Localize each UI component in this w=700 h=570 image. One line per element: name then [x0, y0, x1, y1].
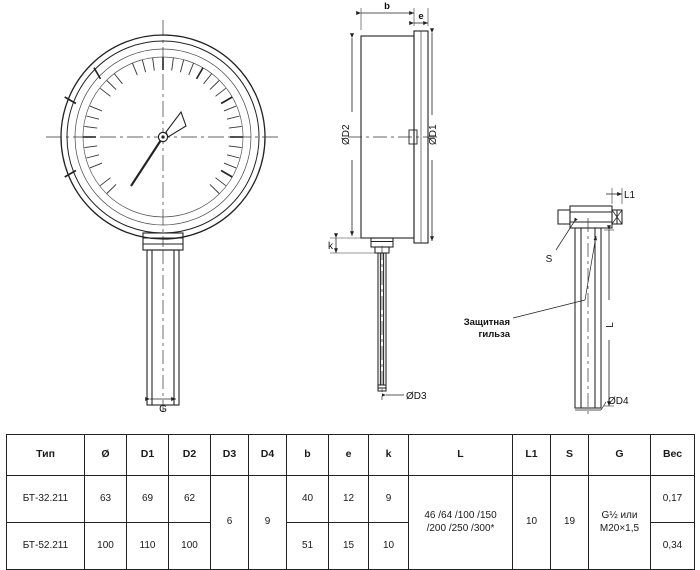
- cell-d1: 69: [127, 476, 169, 523]
- sleeve-fitting: [558, 206, 622, 228]
- dim-e-label: e: [418, 11, 424, 22]
- th-l: L: [409, 435, 513, 476]
- cell-diameter: 100: [85, 523, 127, 570]
- sleeve-callout-line1: Защитная: [463, 317, 510, 328]
- cell-l1-merged: 10: [513, 476, 551, 570]
- cell-d2: 62: [169, 476, 211, 523]
- dim-D4-label: ØD4: [608, 396, 629, 407]
- dim-L: [604, 230, 616, 406]
- cell-weight: 0,17: [651, 476, 695, 523]
- th-s: S: [551, 435, 589, 476]
- dim-D2-label: ØD2: [341, 124, 352, 145]
- dim-L1-label: L1: [624, 190, 636, 201]
- cell-d1: 110: [127, 523, 169, 570]
- th-d3: D3: [211, 435, 249, 476]
- side-center-lines: [348, 137, 441, 400]
- stem-view: [464, 188, 636, 415]
- gauge-pointer: [131, 112, 186, 186]
- dim-D3: [386, 391, 427, 402]
- th-g: G: [589, 435, 651, 476]
- dim-D2: [341, 38, 352, 236]
- table-header-row: [7, 435, 695, 476]
- dim-k-label: k: [328, 241, 333, 252]
- dim-D1: [428, 33, 439, 241]
- cell-d4-merged: 9: [249, 476, 287, 570]
- cell-b: 40: [287, 476, 329, 523]
- dim-G-label: G: [159, 404, 167, 415]
- table-row: [7, 476, 695, 523]
- sleeve-callout: [464, 236, 596, 340]
- cell-b: 51: [287, 523, 329, 570]
- cell-k: 10: [369, 523, 409, 570]
- th-d1: D1: [127, 435, 169, 476]
- sleeve-callout-line2: гильза: [478, 329, 510, 340]
- cell-type: БТ-32.211: [7, 476, 85, 523]
- cell-e: 15: [329, 523, 369, 570]
- th-l1: L1: [513, 435, 551, 476]
- dim-k: [328, 238, 376, 253]
- cell-l-line1: 46 /64 /100 /150: [424, 510, 497, 521]
- th-d4: D4: [249, 435, 287, 476]
- dim-b: [361, 1, 414, 30]
- cell-l-line2: /200 /250 /300*: [426, 522, 495, 534]
- specification-table: [6, 434, 695, 570]
- cell-weight: 0,34: [651, 523, 695, 570]
- th-k: k: [369, 435, 409, 476]
- cell-g-line2: M20×1,5: [599, 522, 640, 534]
- dim-D1-label: ØD1: [428, 124, 439, 145]
- dim-S-label: S: [545, 254, 553, 265]
- th-diameter: Ø: [85, 435, 127, 476]
- th-b: b: [287, 435, 329, 476]
- th-type: Тип: [7, 435, 85, 476]
- cell-diameter: 63: [85, 476, 127, 523]
- dim-D3-label: ØD3: [406, 391, 427, 402]
- cell-k: 9: [369, 476, 409, 523]
- dim-L1: [606, 188, 636, 204]
- cell-s-merged: 19: [551, 476, 589, 570]
- front-view: [46, 20, 280, 415]
- cell-d2: 100: [169, 523, 211, 570]
- cell-l-merged: [409, 476, 513, 570]
- cell-e: 12: [329, 476, 369, 523]
- dim-e: [414, 8, 428, 26]
- th-e: e: [329, 435, 369, 476]
- cell-g-merged: [589, 476, 651, 570]
- cell-g-line1: G½ или: [601, 510, 638, 521]
- dim-D4: [575, 396, 629, 412]
- dim-b-label: b: [384, 1, 390, 12]
- dim-S: [546, 222, 574, 265]
- cell-type: БТ-52.211: [7, 523, 85, 570]
- dim-L-label: L: [605, 322, 616, 328]
- th-d2: D2: [169, 435, 211, 476]
- side-view: [328, 1, 441, 402]
- th-weight: Вес: [651, 435, 695, 476]
- cell-d3-merged: 6: [211, 476, 249, 570]
